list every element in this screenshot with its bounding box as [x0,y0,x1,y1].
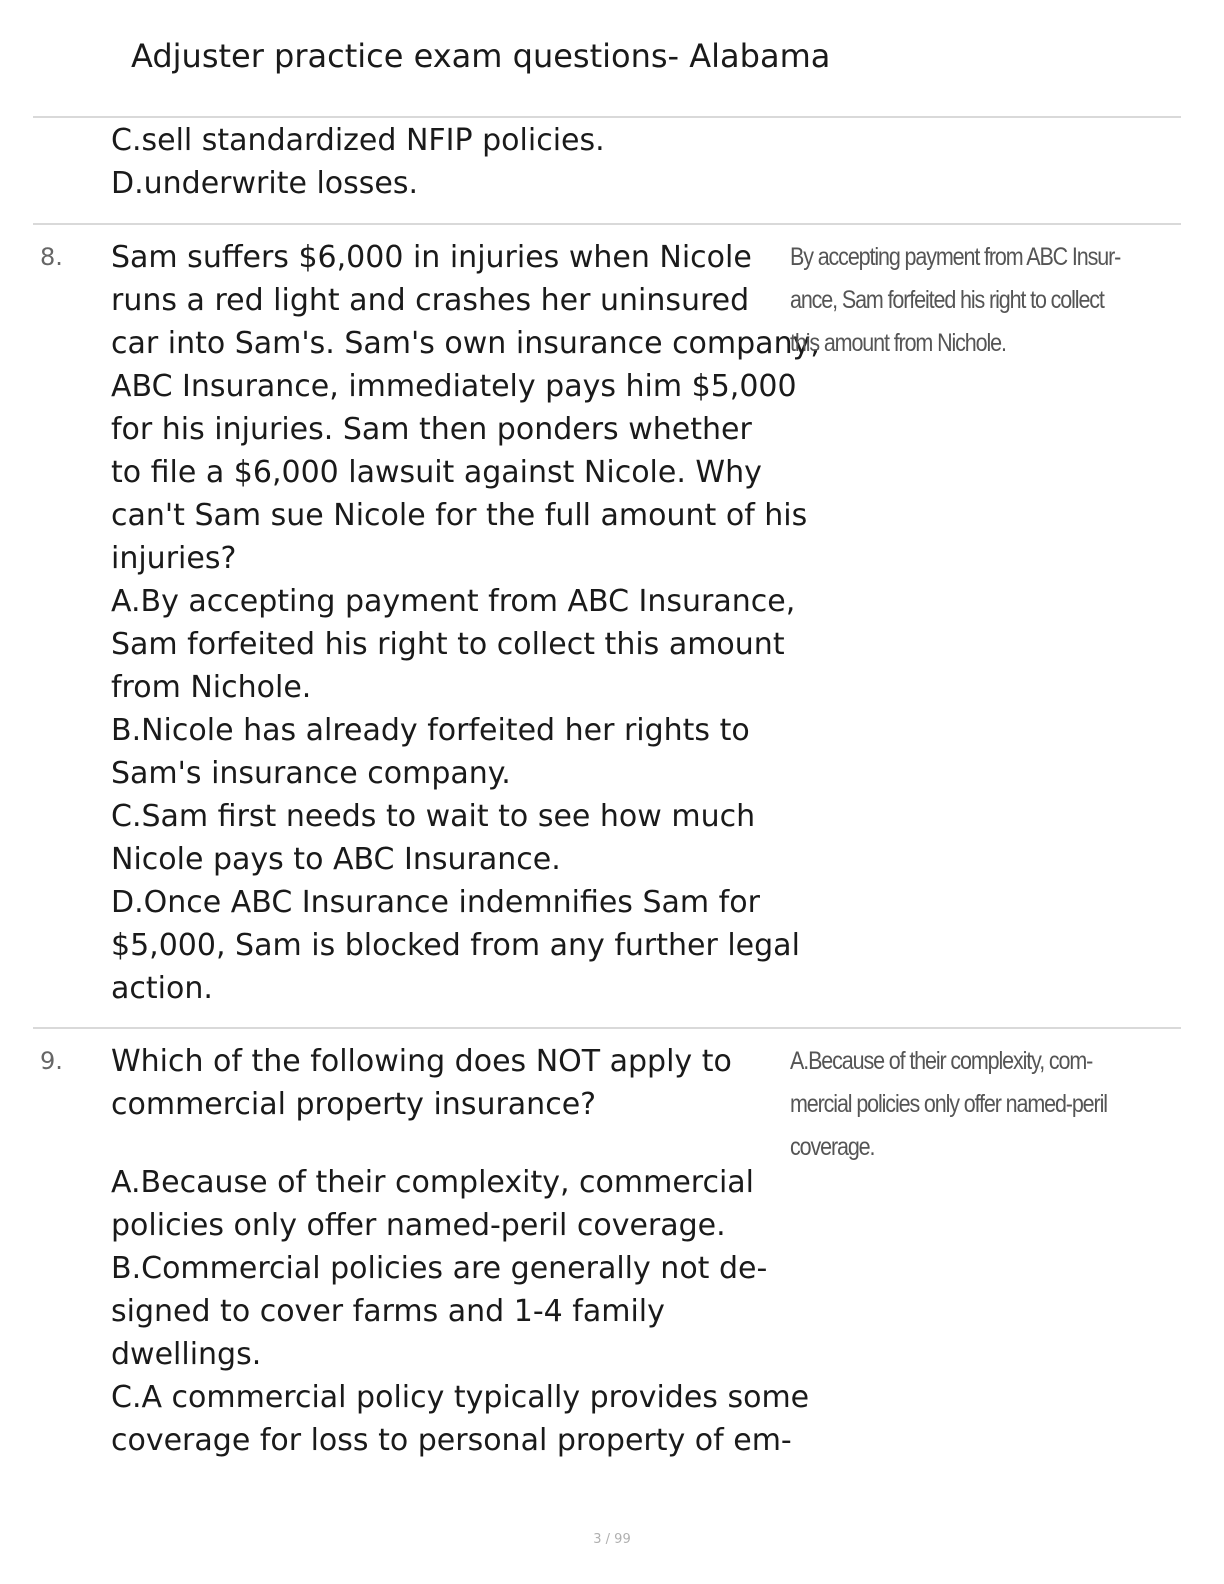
option-line: D.Once ABC Insurance indemnifies Sam for [111,885,760,920]
question-line: Sam suffers $6,000 in injuries when Nicole [111,240,752,275]
question-number: 8. [40,243,63,271]
option-line: B.Commercial policies are generally not de- [111,1251,768,1286]
question-line: runs a red light and crashes her uninsured [111,283,750,318]
question-line: injuries? [111,541,237,576]
option-line: policies only offer named-peril coverage. [111,1208,726,1243]
question-line: Which of the following does NOT apply to [111,1044,732,1079]
answer-line: A.Because of their complexity, com- [790,1047,1093,1075]
option-line: C.Sam first needs to wait to see how much [111,799,756,834]
option-line: D.underwrite losses. [111,166,419,201]
option-line: B.Nicole has already forfeited her rights to [111,713,750,748]
question-9-text [111,1040,791,1126]
question-line: ABC Insurance, immediately pays him $5,000 [111,369,797,404]
option-line: dwellings. [111,1337,262,1372]
divider [33,116,1181,118]
answer-line: this amount from Nichole. [790,329,1006,357]
option-line: C.sell standardized NFIP policies. [111,123,605,158]
option-line: Sam forfeited his right to collect this amount [111,627,785,662]
answer-note-8 [790,236,1134,365]
divider [33,223,1181,225]
option-line: Nicole pays to ABC Insurance. [111,842,561,877]
question-9-options [111,1161,810,1462]
answer-note-9 [790,1040,1134,1169]
question-line: for his injuries. Sam then ponders whether [111,412,752,447]
page-number: 3 / 99 [593,1532,631,1547]
option-line: A.Because of their complexity, commercial [111,1165,755,1200]
option-line: signed to cover farms and 1-4 family [111,1294,665,1329]
question-number: 9. [40,1047,63,1075]
question-line: car into Sam's. Sam's own insurance company, [111,326,820,361]
page-title: Adjuster practice exam questions- Alabama [131,37,831,75]
carryover-options [111,119,791,205]
answer-line: mercial policies only offer named-peril [790,1090,1107,1118]
option-line: $5,000, Sam is blocked from any further legal [111,928,800,963]
answer-line: ance, Sam forfeited his right to collect [790,286,1104,314]
option-line: from Nichole. [111,670,312,705]
question-line: can't Sam sue Nicole for the full amount of his [111,498,808,533]
option-line: A.By accepting payment from ABC Insurance, [111,584,796,619]
option-line: coverage for loss to personal property of em- [111,1423,792,1458]
answer-line: coverage. [790,1133,875,1161]
divider [33,1027,1181,1029]
option-line: action. [111,971,213,1006]
question-line: to file a $6,000 lawsuit against Nicole. Why [111,455,762,490]
question-8-text [111,236,820,1010]
question-line: commercial property insurance? [111,1087,597,1122]
option-line: Sam's insurance company. [111,756,511,791]
option-line: C.A commercial policy typically provides some [111,1380,810,1415]
answer-line: By accepting payment from ABC Insur- [790,243,1121,271]
